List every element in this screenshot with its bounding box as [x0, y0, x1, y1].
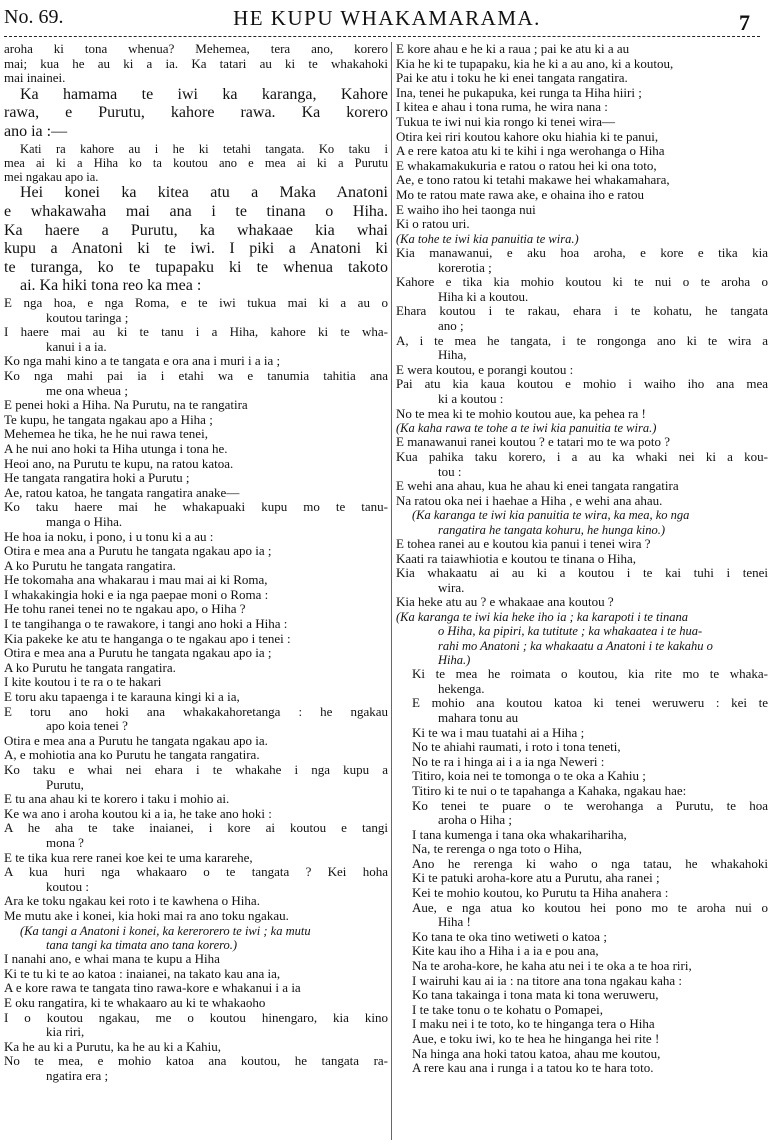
text-line: te turanga, ko te tupapaku ki te whenua takoto	[4, 258, 388, 276]
header-rule	[4, 36, 760, 37]
text-line: rahi mo Anatoni ; ka whakaatu a Anatoni i te kakahu o	[438, 638, 713, 653]
text-line: Hiha.)	[438, 652, 471, 667]
text-line: Kua pahika taku korero, i a au ka whaki nei ki a kou-	[396, 450, 768, 465]
text-line: A rere kau ana i runga i a tatou ko te hara toto.	[412, 1061, 654, 1076]
text-line: Otira e mea ana a Purutu he tangata ngakau apo ia.	[4, 733, 268, 748]
text-line: Ko taku e whai nei ehara i te whakahe i nga kupu a	[4, 763, 388, 778]
text-line: mai; kua he au ki a ia. Ka tatari au ki te whakahoki	[4, 56, 388, 71]
text-line: Hei konei ka kitea atu a Maka Anatoni	[20, 184, 388, 202]
text-line: E tu ana ahau ki te korero i taku i mohio ai.	[4, 792, 230, 807]
text-line: (Ka karanga te iwi kia heke iho ia ; ka karapoti i te tinana	[396, 609, 688, 624]
text-line: Heoi ano, na Purutu te kupu, na ratou katoa.	[4, 456, 234, 471]
text-line: Aue, e nga atua ko koutou hei pono mo te aroha nui o	[412, 900, 768, 915]
text-line: ai. Ka hiki tona reo ka mea :	[20, 277, 202, 295]
text-line: A ko Purutu he tangata rangatira.	[4, 558, 176, 573]
text-line: Tukua te iwi nui kia rongo ki tenei wira—	[396, 114, 616, 129]
text-line: (Ka tohe te iwi kia panuitia te wira.)	[396, 231, 579, 246]
text-line: koutou :	[46, 879, 89, 894]
text-line: mai inainei.	[4, 71, 66, 86]
text-line: A, e mohiotia ana ko Purutu he tangata rangatira.	[4, 748, 260, 763]
text-line: e whakawaha mai ana i te tinana o Hiha.	[4, 203, 388, 221]
text-line: I te take tonu o te kohatu o Pomapei,	[412, 1002, 603, 1017]
text-line: Ae, e tono ratou ki tetahi makawe hei whakamahara,	[396, 173, 670, 188]
text-line: E manawanui ranei koutou ? e tatari mo te wa poto ?	[396, 435, 670, 450]
text-line: Otira e mea ana a Purutu he tangata ngakau apo ia ;	[4, 544, 272, 559]
text-line: Kia he ki te tupapaku, kia he ki a au ano, ki a koutou,	[396, 56, 674, 71]
text-line: Kia whakaatu ai au ki a koutou i te kai tuhi i tenei	[396, 566, 768, 581]
text-line: mahara tonu au	[438, 710, 519, 725]
text-line: rangatira he tangata kohuru, he hunga kino.)	[438, 522, 666, 537]
text-line: Na te aroha-kore, he kaha atu nei i te oka a te hoa riri,	[412, 959, 692, 974]
text-line: kia riri,	[46, 1025, 85, 1040]
text-line: (Ka karanga te iwi kia panuitia te wira, ka mea, ko nga	[412, 508, 690, 523]
text-line: I whakakingia hoki e ia nga paepae moni o Roma :	[4, 587, 269, 602]
text-line: Ehara koutou i te rakau, ehara i te kohatu, he tangata	[396, 304, 768, 319]
text-line: I o koutou ngakau, me o koutou hinengaro, kia kino	[4, 1010, 388, 1025]
text-line: Kia heke atu au ? e whakaae ana koutou ?	[396, 595, 614, 610]
page-header	[0, 0, 774, 40]
text-line: I wairuhi kau ai ia : na titore ana tona ngakau kaha :	[412, 973, 683, 988]
text-line: Ano he rerenga ki waho o nga tatau, he whakahoki	[412, 856, 768, 871]
text-line: Ka hamama te iwi ka karanga, Kahore	[20, 85, 388, 103]
text-line: ano ia :—	[4, 122, 68, 140]
text-line: Pai ke atu i toku he ki enei tangata rangatira.	[396, 71, 628, 86]
text-line: Ko tenei te puare o te werohanga a Purutu, te hoa	[412, 798, 768, 813]
text-line: A e rere katoa atu ki te kihi i nga werohanga o Hiha	[396, 144, 665, 159]
text-line: Kia manawanui, e aku hoa aroha, e kore e tika kia	[396, 246, 768, 261]
text-line: I maku nei i te toto, ko te hinganga tera o Hiha	[412, 1017, 655, 1032]
text-line: Me mutu ake i konei, kia hoki mai ra ano toku ngakau.	[4, 908, 289, 923]
text-line: I haere mai au ki te tanu i a Hiha, kahore ki te wha-	[4, 325, 388, 340]
text-line: I tana kumenga i tana oka whakarihariha,	[412, 827, 627, 842]
text-line: A kua huri nga whakaaro o te tangata ? Kei hoha	[4, 865, 388, 880]
text-line: manga o Hiha.	[46, 514, 123, 529]
text-line: A e kore rawa te tangata tino rawa-kore e whakanui i a ia	[4, 981, 301, 996]
text-line: He tohu ranei tenei no te ngakau apo, o Hiha ?	[4, 602, 246, 617]
text-line: No te mea ki te mohio koutou aue, ka pehea ra !	[396, 406, 646, 421]
text-line: E kore ahau e he ki a raua ; pai ke atu ki a au	[396, 42, 630, 56]
text-line: He tokomaha ana whakarau i mau mai ai ki Roma,	[4, 573, 268, 588]
text-line: E tohea ranei au e koutou kia panui i tenei wira ?	[396, 537, 651, 551]
text-line: Otira kei riri koutou kahore oku hiahia ki te panui,	[396, 129, 659, 144]
text-line: tou :	[438, 464, 462, 479]
text-line: me ona wheua ;	[46, 383, 128, 398]
text-line: Ko tana te oka tino wetiweti o katoa ;	[412, 929, 607, 944]
text-line: E nga hoa, e nga Roma, e te iwi tukua mai ki a au o	[4, 296, 388, 311]
text-line: I kitea e ahau i tona ruma, he wira nana :	[396, 100, 608, 115]
text-line: A he nui ano hoki ta Hiha utunga i tona he.	[4, 441, 228, 456]
text-line: Ara ke toku ngakau kei roto i te kawhena o Hiha.	[4, 894, 260, 909]
text-line: No te ahiahi raumati, i roto i tona teneti,	[412, 740, 621, 755]
text-line: mea ai ki a Hiha ko ta koutou ano e mea ai ki a Purutu	[4, 155, 388, 170]
text-line: E te tika kua rere ranei koe kei te uma kararehe,	[4, 850, 253, 865]
text-line: Pai atu kia kaua koutou e mohio i waiho iho ana mea	[396, 377, 768, 392]
text-line: kupu a Anatoni ki te iwi. I piki a Anatoni ki	[4, 240, 388, 258]
text-line: Kati ra kahore au i he ki tetahi tangata. Ko taku i	[20, 141, 388, 156]
text-line: E toru ano hoki ana whakakahoretanga : he ngakau	[4, 704, 388, 719]
page-number: 7	[739, 10, 750, 35]
text-line: Ka he au ki a Purutu, ka he au ki a Kahiu,	[4, 1039, 221, 1054]
text-line: Hiha ki a koutou.	[438, 289, 529, 304]
text-line: No te ra i hinga ai i a ia nga Neweri :	[412, 754, 605, 769]
text-line: Ki o ratou uri.	[396, 217, 470, 232]
text-line: Ko tana takainga i tona mata ki tona weruweru,	[412, 988, 659, 1003]
text-line: wira.	[438, 580, 465, 595]
text-line: aroha ki tona whenua? Mehemea, tera ano, korero	[4, 42, 388, 56]
text-line: Hiha !	[438, 915, 471, 930]
text-line: Kia pakeke ke atu te hanganga o te ngakau apo i tenei :	[4, 631, 291, 646]
text-line: (Ka tangi a Anatoni i konei, ka kererorero te iwi ; ka mutu	[20, 923, 311, 938]
text-line: Ka haere a Purutu, ka whakaae kia whai	[4, 221, 388, 239]
text-line: Mehemea he tika, he he nui rawa tenei,	[4, 427, 208, 442]
text-line: korerotia ;	[438, 260, 492, 275]
text-line: ngatira era ;	[46, 1068, 109, 1083]
text-line: o Hiha, ka pipiri, ka tutitute ; ka whakaatea i te hua-	[438, 624, 703, 639]
text-line: ki a koutou :	[438, 391, 504, 406]
text-line: Ko taku haere mai he whakapuaki kupu mo te tanu-	[4, 500, 388, 515]
text-line: Otira e mea ana a Purutu he tangata ngakau apo ia ;	[4, 646, 272, 661]
column-divider	[391, 42, 392, 1140]
text-line: hekenga.	[438, 681, 485, 696]
left-column	[4, 42, 388, 1140]
text-line: Kahore e tika kia mohio koutou ki te nui o te aroha o	[396, 275, 768, 290]
text-line: Ke wa ano i aroha koutou ki a ia, he take ano hoki :	[4, 806, 272, 821]
text-line: Titiro ki te nui o te tapahanga a Kahaka, ngakau hae:	[412, 783, 687, 798]
text-line: Na hinga ana hoki tatou katoa, ahau me koutou,	[412, 1046, 661, 1061]
text-line: I nanahi ano, e whai mana te kupu a Hiha	[4, 952, 220, 967]
text-line: I kite koutou i te ra o te hakari	[4, 675, 162, 690]
text-line: A he aha te take inaianei, i kore ai koutou e tangi	[4, 821, 388, 836]
text-line: Ki te tu ki te ao katoa : inaianei, na takato kau ana ia,	[4, 966, 281, 981]
text-line: mona ?	[46, 835, 84, 850]
right-column	[396, 42, 768, 1140]
text-line: No te mea, e mohio katoa ana koutou, he tangata ra-	[4, 1054, 388, 1069]
text-line: Kaati ra taiawhiotia e koutou te tinana o Hiha,	[396, 551, 637, 566]
text-line: Te kupu, he tangata ngakau apo a Hiha ;	[4, 412, 213, 427]
text-line: Kite kau iho a Hiha i a ia e pou ana,	[412, 944, 599, 959]
text-line: He tangata rangatira hoki a Purutu ;	[4, 471, 190, 486]
text-line: E mohio ana koutou katoa ki tenei weruweru : kei te	[412, 696, 768, 711]
text-line: Na ratou oka nei i haehae a Hiha , e wehi ana ahau.	[396, 493, 663, 508]
text-line: E wehi ana ahau, kua he ahau ki enei tangata rangatira	[396, 479, 679, 494]
text-line: E waiho iho hei taonga nui	[396, 202, 536, 217]
text-line: E oku rangatira, ki te whakaaro au ki te whakaoho	[4, 995, 266, 1010]
text-line: E penei hoki a Hiha. Na Purutu, na te rangatira	[4, 398, 248, 413]
text-line: Mo te ratou mate rawa ake, e ohaina iho e ratou	[396, 187, 644, 202]
newspaper-title: HE KUPU WHAKAMARAMA.	[233, 6, 541, 30]
issue-number: No. 69.	[4, 6, 64, 28]
text-line: Ae, ratou katoa, he tangata rangatira anake—	[4, 485, 240, 500]
text-line: Ko nga mahi kino a te tangata e ora ana i muri i a ia ;	[4, 354, 281, 369]
text-line: mei ngakau apo ia.	[4, 170, 99, 185]
text-line: kanui i a ia.	[46, 339, 107, 354]
text-line: Hiha,	[438, 348, 467, 363]
text-line: Purutu,	[46, 777, 84, 792]
text-line: rawa, e Purutu, kahore rawa. Ka korero	[4, 104, 388, 122]
text-line: Ki te wa i mau tuatahi ai a Hiha ;	[412, 725, 585, 740]
text-line: Aue, e toku iwi, ko te hea he hinganga hei rite !	[412, 1032, 660, 1046]
text-line: E whakamakukuria e ratou o ratou hei ki ona toto,	[396, 158, 657, 173]
text-line: He hoa ia noku, i pono, i u tonu ki a au :	[4, 529, 214, 544]
text-line: Titiro, koia nei te tomonga o te oka a Kahiu ;	[412, 769, 646, 784]
text-line: Ko nga mahi pai ia i etahi wa e tanumia tahitia ana	[4, 368, 388, 383]
text-line: Ki te mea he roimata o koutou, kia rite mo te whaka-	[412, 667, 768, 682]
text-line: (Ka kaha rawa te tohe a te iwi kia panuitia te wira.)	[396, 421, 657, 436]
text-line: apo koia tenei ?	[46, 719, 128, 734]
text-line: tana tangi ka timata ano tana korero.)	[46, 937, 238, 952]
text-line: koutou taringa ;	[46, 310, 129, 325]
text-line: Ina, tenei he pukapuka, kei runga ta Hiha hiiri ;	[396, 85, 642, 100]
text-line: Ki te patuki aroha-kore atu a Purutu, aha ranei ;	[412, 871, 660, 886]
text-line: Kei te mohio koutou, ko Purutu ta Hiha anahera :	[412, 886, 669, 901]
text-line: aroha o Hiha ;	[438, 813, 513, 828]
text-line: Na, te rerenga o nga toto o Hiha,	[412, 842, 583, 857]
text-line: A ko Purutu he tangata rangatira.	[4, 660, 176, 675]
text-line: A, i te mea he tangata, i te rongonga ano ki te wira a	[396, 333, 768, 348]
text-line: I te tangihanga o te rawakore, i tangi ano hoki a Hiha :	[4, 617, 288, 632]
text-line: E toru aku tapaenga i te karauna kingi ki a ia,	[4, 690, 240, 705]
text-line: E wera koutou, e porangi koutou :	[396, 362, 574, 377]
text-line: ano ;	[438, 318, 464, 333]
